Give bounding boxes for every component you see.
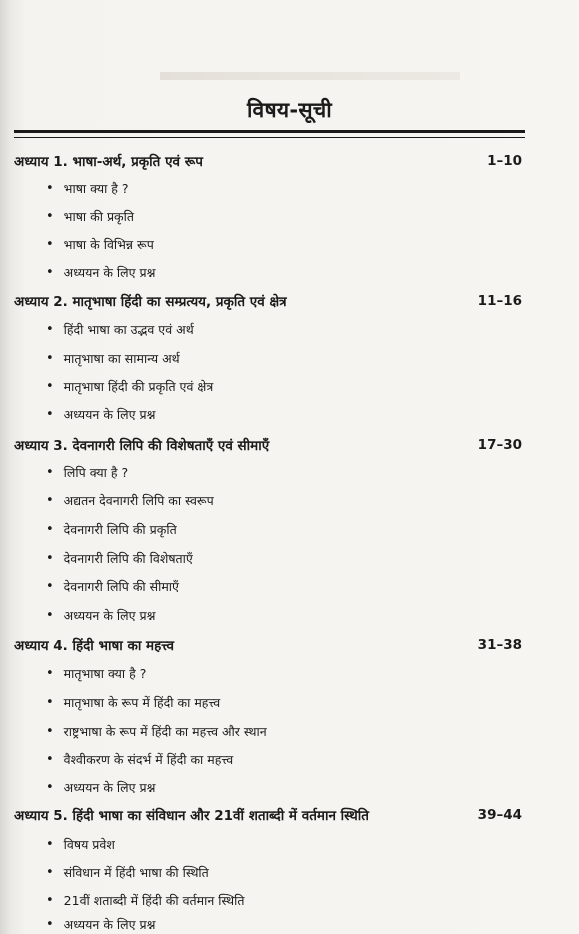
chapter-pages: 39–44 (477, 807, 522, 823)
list-item (46, 663, 146, 683)
bullet-icon: • (46, 321, 54, 337)
bullet-icon: • (46, 236, 54, 252)
bullet-icon: • (46, 180, 54, 196)
bullet-icon: • (46, 492, 54, 508)
list-item (46, 262, 155, 282)
chapter-title: अध्याय 4. हिंदी भाषा का महत्त्व (14, 638, 175, 654)
bullet-icon: • (46, 836, 54, 852)
bleed-through-texture (160, 72, 460, 80)
chapter-heading (14, 434, 522, 456)
list-item (46, 234, 154, 254)
chapter-heading (14, 290, 522, 312)
item-text: भाषा क्या है ? (63, 180, 129, 196)
list-item (46, 749, 233, 769)
bullet-icon: • (46, 406, 54, 422)
list-item (46, 319, 194, 339)
bullet-icon: • (46, 521, 54, 537)
item-text: मातृभाषा के रूप में हिंदी का महत्त्व (63, 694, 221, 710)
item-text: अध्ययन के लिए प्रश्न (63, 264, 156, 280)
chapter-title: अध्याय 5. हिंदी भाषा का संविधान और 21वीं शताब्दी में वर्तमान स्थिति (14, 808, 369, 824)
bullet-icon: • (46, 578, 54, 594)
list-item (46, 490, 214, 510)
chapter-title: अध्याय 3. देवनागरी लिपि की विशेषताएँ एवं सीमाएँ (14, 438, 270, 454)
chapter-pages: 17–30 (477, 437, 522, 453)
bullet-icon: • (46, 607, 54, 623)
title-rule-thick (14, 130, 525, 133)
list-item (46, 404, 155, 424)
item-text: 21वीं शताब्दी में हिंदी की वर्तमान स्थिति (63, 892, 245, 908)
bullet-icon: • (46, 350, 54, 366)
item-text: संविधान में हिंदी भाषा की स्थिति (63, 864, 209, 880)
item-text: देवनागरी लिपि की प्रकृति (63, 521, 177, 537)
item-text: देवनागरी लिपि की सीमाएँ (63, 578, 179, 594)
item-text: मातृभाषा हिंदी की प्रकृति एवं क्षेत्र (63, 378, 214, 394)
list-item (46, 692, 220, 712)
page-title: विषय-सूची (247, 98, 332, 122)
bullet-icon: • (46, 916, 54, 932)
chapter-title: अध्याय 2. मातृभाषा हिंदी का सम्प्रत्यय, प्रकृति एवं क्षेत्र (14, 294, 287, 310)
bullet-icon: • (46, 264, 54, 280)
chapter-pages: 11–16 (477, 293, 522, 309)
item-text: वैश्वीकरण के संदर्भ में हिंदी का महत्त्व (63, 751, 234, 767)
bullet-icon: • (46, 378, 54, 394)
item-text: भाषा की प्रकृति (63, 208, 135, 224)
chapter-title: अध्याय 1. भाषा-अर्थ, प्रकृति एवं रूप (14, 154, 203, 170)
item-text: अध्ययन के लिए प्रश्न (63, 779, 156, 795)
bullet-icon: • (46, 864, 54, 880)
bullet-icon: • (46, 208, 54, 224)
item-text: मातृभाषा का सामान्य अर्थ (63, 350, 180, 366)
list-item (46, 862, 209, 882)
chapter-pages: 1–10 (487, 153, 522, 169)
list-item (46, 519, 177, 539)
item-text: अध्ययन के लिए प्रश्न (63, 406, 156, 422)
list-item (46, 376, 213, 396)
list-item (46, 721, 267, 741)
chapter-heading (14, 804, 522, 826)
bullet-icon: • (46, 779, 54, 795)
list-item (46, 178, 129, 198)
bullet-icon: • (46, 723, 54, 739)
list-item (46, 890, 245, 910)
item-text: अध्ययन के लिए प्रश्न (63, 607, 156, 623)
list-item (46, 576, 179, 596)
item-text: राष्ट्रभाषा के रूप में हिंदी का महत्त्व और स्थान (63, 723, 267, 739)
bullet-icon: • (46, 464, 54, 480)
item-text: विषय प्रवेश (63, 836, 115, 852)
list-item (46, 914, 155, 934)
item-text: अध्ययन के लिए प्रश्न (63, 916, 156, 932)
item-text: मातृभाषा क्या है ? (63, 665, 147, 681)
list-item (46, 462, 128, 482)
item-text: अद्यतन देवनागरी लिपि का स्वरूप (63, 492, 214, 508)
list-item (46, 834, 115, 854)
item-text: देवनागरी लिपि की विशेषताएँ (63, 550, 193, 566)
list-item (46, 548, 193, 568)
item-text: भाषा के विभिन्न रूप (63, 236, 154, 252)
chapter-heading (14, 634, 522, 656)
bullet-icon: • (46, 550, 54, 566)
title-rule-thin (14, 137, 525, 138)
bullet-icon: • (46, 694, 54, 710)
item-text: लिपि क्या है ? (63, 464, 129, 480)
item-text: हिंदी भाषा का उद्भव एवं अर्थ (63, 321, 194, 337)
list-item (46, 777, 155, 797)
bullet-icon: • (46, 892, 54, 908)
chapter-heading (14, 150, 522, 172)
chapter-pages: 31–38 (477, 637, 522, 653)
bullet-icon: • (46, 665, 54, 681)
list-item (46, 206, 134, 226)
list-item (46, 605, 155, 625)
bullet-icon: • (46, 751, 54, 767)
list-item (46, 348, 180, 368)
